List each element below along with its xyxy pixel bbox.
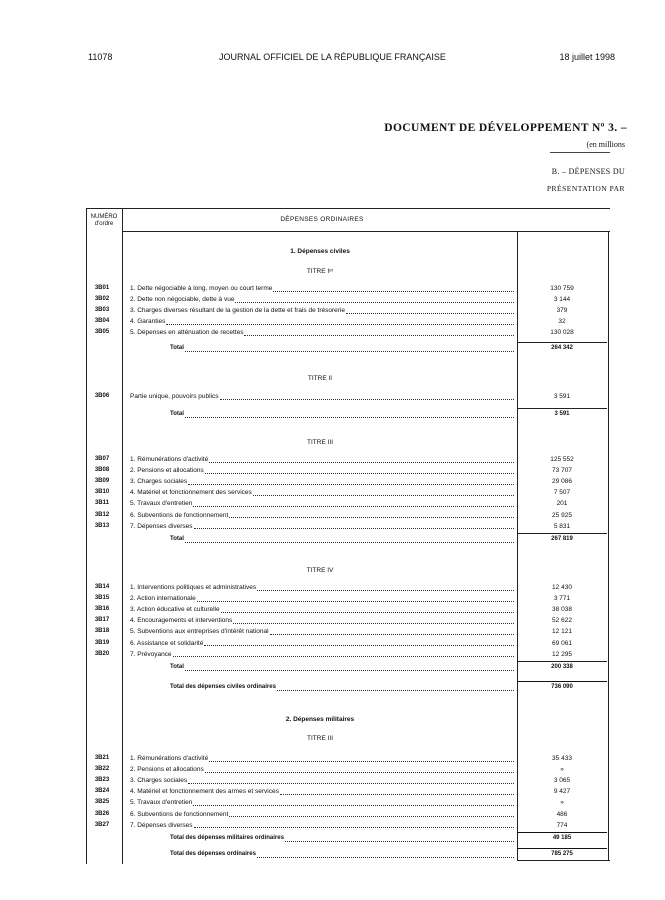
row-amount: 130 028 bbox=[550, 329, 574, 337]
leader-dots bbox=[193, 505, 514, 507]
row-label bbox=[130, 454, 516, 465]
total-amount: 267 819 bbox=[551, 536, 573, 542]
table-row bbox=[86, 498, 610, 509]
row-code: 3B17 bbox=[94, 617, 110, 624]
table-row bbox=[86, 487, 610, 498]
row-code: 3B07 bbox=[94, 456, 110, 462]
row-amount: » bbox=[560, 799, 564, 807]
leader-dots bbox=[253, 494, 514, 496]
total-row bbox=[86, 849, 610, 860]
row-amount: 32 bbox=[558, 318, 566, 326]
leader-dots bbox=[205, 472, 514, 474]
page-number: 11078 bbox=[88, 52, 113, 62]
leader-dots bbox=[204, 644, 514, 646]
leader-dots bbox=[185, 669, 514, 671]
section-heading: TITRE Iᵉʳ bbox=[306, 268, 334, 275]
row-label-text: 7. Dépenses diverses bbox=[130, 522, 193, 530]
table-row bbox=[86, 615, 610, 626]
row-label-text: 1. Interventions politiques et administratives bbox=[130, 584, 257, 591]
row-code: 3B26 bbox=[94, 810, 110, 817]
row-amount: 3 771 bbox=[553, 595, 571, 603]
leader-dots bbox=[235, 301, 514, 303]
row-amount: 125 552 bbox=[550, 456, 574, 463]
row-label-text: Partie unique, pouvoirs publics bbox=[130, 393, 219, 400]
row-label bbox=[130, 283, 516, 294]
table-row bbox=[86, 454, 610, 465]
total-amount: 3 591 bbox=[554, 411, 570, 417]
leader-dots bbox=[193, 804, 514, 806]
row-code: 3B22 bbox=[94, 766, 110, 773]
total-row bbox=[86, 409, 610, 420]
total-row bbox=[86, 343, 610, 354]
table-row bbox=[86, 465, 610, 476]
table-top-border bbox=[86, 208, 610, 209]
total-label bbox=[170, 682, 516, 693]
row-label bbox=[130, 626, 516, 637]
total-label bbox=[170, 343, 516, 354]
leader-dots bbox=[270, 633, 514, 635]
section-heading: 1. Dépenses civiles bbox=[290, 248, 350, 255]
table-row bbox=[86, 510, 610, 521]
row-label-text: 3. Charges diverses résultant de la gestion de la dette et frais de trésorerie bbox=[130, 307, 345, 315]
row-code: 3B27 bbox=[94, 821, 110, 828]
total-label bbox=[170, 534, 516, 545]
leader-dots bbox=[205, 771, 514, 773]
row-label bbox=[130, 465, 516, 476]
total-amount: 264 342 bbox=[551, 345, 573, 351]
section-subtitle: PRÉSENTATION PAR bbox=[546, 184, 625, 193]
leader-dots bbox=[285, 840, 514, 842]
row-amount: » bbox=[560, 766, 564, 774]
row-code: 3B10 bbox=[94, 489, 110, 496]
row-label bbox=[130, 391, 516, 402]
row-label bbox=[130, 775, 516, 786]
row-label bbox=[130, 521, 516, 532]
table-row bbox=[86, 649, 610, 660]
leader-dots bbox=[257, 856, 514, 858]
row-code: 3B19 bbox=[94, 639, 110, 646]
leader-dots bbox=[229, 516, 514, 518]
row-amount: 130 759 bbox=[550, 285, 574, 292]
table-row bbox=[86, 521, 610, 532]
row-code: 3B05 bbox=[94, 329, 110, 336]
row-label-text: 5. Dépenses en atténuation de recettes bbox=[130, 329, 244, 337]
row-code: 3B03 bbox=[94, 307, 110, 314]
table-row bbox=[86, 305, 610, 316]
row-code: 3B24 bbox=[94, 788, 110, 795]
total-label bbox=[170, 662, 516, 673]
document-title: DOCUMENT DE DÉVELOPPEMENT Nº 3. – bbox=[384, 122, 627, 134]
journal-title: JOURNAL OFFICIEL DE LA RÉPUBLIQUE FRANÇAISE bbox=[219, 52, 446, 62]
total-label-text: Total bbox=[170, 664, 184, 670]
row-amount: 52 622 bbox=[552, 617, 572, 625]
section-heading: 2. Dépenses militaires bbox=[285, 716, 355, 723]
row-label bbox=[130, 764, 516, 775]
leader-dots bbox=[277, 689, 514, 691]
row-label bbox=[130, 604, 516, 615]
leader-dots bbox=[209, 461, 514, 463]
row-label bbox=[130, 487, 516, 498]
row-amount: 3 591 bbox=[553, 393, 571, 400]
row-label-text: 3. Charges sociales bbox=[130, 478, 188, 486]
row-code: 3B25 bbox=[94, 799, 110, 806]
row-amount: 35 433 bbox=[552, 755, 572, 762]
table-row bbox=[86, 476, 610, 487]
section-heading: TITRE II bbox=[307, 375, 333, 382]
row-label-text: 1. Rémunérations d'activité bbox=[130, 456, 209, 463]
row-amount: 774 bbox=[556, 821, 568, 829]
row-label-text: 2. Action internationale bbox=[130, 595, 196, 603]
table-row bbox=[86, 626, 610, 637]
total-label bbox=[170, 409, 516, 420]
row-label-text: 4. Encouragements et interventions bbox=[130, 617, 233, 625]
row-label-text: 2. Pensions et allocations bbox=[130, 467, 204, 475]
total-label-text: Total bbox=[170, 411, 184, 417]
total-label-text: Total des dépenses militaires ordinaires bbox=[170, 835, 284, 841]
row-amount: 69 061 bbox=[552, 639, 572, 647]
leader-dots bbox=[229, 815, 514, 817]
row-label bbox=[130, 476, 516, 487]
row-code: 3B11 bbox=[94, 500, 109, 507]
section-heading: TITRE III bbox=[307, 735, 333, 742]
row-code: 3B13 bbox=[94, 522, 110, 529]
row-code: 3B01 bbox=[94, 285, 110, 291]
section-heading: TITRE III bbox=[307, 439, 333, 446]
leader-dots bbox=[233, 622, 514, 624]
table-row bbox=[86, 316, 610, 327]
row-code: 3B18 bbox=[94, 628, 110, 635]
row-label-text: 1. Rémunérations d'activité bbox=[130, 755, 209, 762]
leader-dots bbox=[166, 323, 514, 325]
total-label-text: Total bbox=[170, 536, 184, 542]
row-code: 3B09 bbox=[94, 478, 110, 485]
total-row bbox=[86, 682, 610, 693]
row-label bbox=[130, 582, 516, 593]
row-code: 3B04 bbox=[94, 318, 110, 325]
leader-dots bbox=[173, 655, 514, 657]
row-label-text: 7. Prévoyance bbox=[130, 650, 172, 658]
row-code: 3B14 bbox=[94, 584, 110, 590]
row-label-text: 2. Pensions et allocations bbox=[130, 766, 204, 774]
leader-dots bbox=[273, 290, 514, 292]
column-header-numero: NUMÉRO d'ordre bbox=[90, 214, 118, 227]
total-label bbox=[170, 833, 516, 844]
total-amount: 785 275 bbox=[551, 851, 573, 857]
row-amount: 38 038 bbox=[552, 606, 572, 614]
leader-dots bbox=[346, 312, 514, 314]
row-amount: 12 295 bbox=[552, 650, 572, 658]
row-label-text: 3. Charges sociales bbox=[130, 777, 188, 785]
table-row bbox=[86, 327, 610, 338]
row-label bbox=[130, 797, 516, 808]
row-label-text: 7. Dépenses diverses bbox=[130, 821, 193, 829]
row-amount: 7 507 bbox=[553, 489, 571, 497]
row-label bbox=[130, 820, 516, 831]
row-amount: 12 430 bbox=[552, 584, 572, 591]
row-label bbox=[130, 638, 516, 649]
document-subtitle: (en millions bbox=[586, 140, 625, 149]
row-amount: 201 bbox=[556, 500, 568, 508]
row-code: 3B12 bbox=[94, 511, 110, 518]
table-row bbox=[86, 764, 610, 775]
total-label-text: Total bbox=[170, 345, 184, 351]
leader-dots bbox=[244, 334, 514, 336]
page-date: 18 juillet 1998 bbox=[559, 52, 615, 62]
leader-dots bbox=[197, 600, 514, 602]
row-label-text: 4. Garanties bbox=[130, 318, 166, 326]
row-label bbox=[130, 649, 516, 660]
leader-dots bbox=[194, 527, 514, 529]
total-amount: 200 338 bbox=[551, 664, 573, 670]
row-amount: 9 427 bbox=[553, 788, 571, 796]
row-amount: 25 925 bbox=[552, 511, 572, 519]
table-row bbox=[86, 775, 610, 786]
table-row bbox=[86, 283, 610, 294]
row-label-text: 3. Action éducative et culturelle bbox=[130, 606, 220, 614]
row-label-text: 5. Travaux d'entretien bbox=[130, 799, 193, 807]
row-code: 3B15 bbox=[94, 595, 110, 602]
leader-dots bbox=[188, 483, 514, 485]
row-label bbox=[130, 786, 516, 797]
table-row bbox=[86, 820, 610, 831]
row-amount: 486 bbox=[556, 810, 568, 818]
row-label-text: 6. Assistance et solidarité bbox=[130, 639, 204, 647]
row-label bbox=[130, 498, 516, 509]
row-label bbox=[130, 327, 516, 338]
row-amount: 3 065 bbox=[553, 777, 571, 785]
row-label-text: 5. Subventions aux entreprises d'intérêt national bbox=[130, 628, 269, 636]
row-code: 3B16 bbox=[94, 606, 110, 613]
row-code: 3B23 bbox=[94, 777, 110, 784]
row-code: 3B20 bbox=[94, 650, 110, 657]
row-amount: 3 144 bbox=[553, 296, 571, 304]
total-row bbox=[86, 833, 610, 844]
row-amount: 12 121 bbox=[552, 628, 572, 636]
leader-dots bbox=[209, 760, 514, 762]
leader-dots bbox=[185, 350, 514, 352]
row-amount: 73 707 bbox=[552, 467, 572, 475]
leader-dots bbox=[185, 541, 514, 543]
leader-dots bbox=[194, 826, 514, 828]
row-label-text: 2. Dette non négociable, dette à vue bbox=[130, 296, 235, 304]
row-amount: 5 831 bbox=[553, 522, 571, 530]
row-code: 3B21 bbox=[94, 755, 110, 761]
row-label bbox=[130, 294, 516, 305]
row-label bbox=[130, 615, 516, 626]
table-row bbox=[86, 582, 610, 593]
row-amount: 379 bbox=[556, 307, 568, 315]
total-label-text: Total des dépenses civiles ordinaires bbox=[170, 684, 276, 690]
table-row bbox=[86, 391, 610, 402]
leader-dots bbox=[221, 611, 514, 613]
row-label-text: 5. Travaux d'entretien bbox=[130, 500, 193, 508]
row-label bbox=[130, 305, 516, 316]
leader-dots bbox=[220, 398, 514, 400]
row-label-text: 6. Subventions de fonctionnement bbox=[130, 810, 229, 818]
total-label bbox=[170, 849, 516, 860]
table-row bbox=[86, 593, 610, 604]
row-label bbox=[130, 316, 516, 327]
row-code: 3B02 bbox=[94, 296, 110, 303]
row-code: 3B06 bbox=[94, 393, 110, 399]
leader-dots bbox=[257, 589, 514, 591]
bottom-rule bbox=[517, 860, 610, 861]
row-label bbox=[130, 510, 516, 521]
leader-dots bbox=[185, 416, 514, 418]
row-label bbox=[130, 809, 516, 820]
total-row bbox=[86, 662, 610, 673]
table-row bbox=[86, 753, 610, 764]
section-heading: TITRE IV bbox=[306, 567, 334, 574]
total-amount: 736 090 bbox=[551, 684, 573, 690]
leader-dots bbox=[188, 782, 514, 784]
table-row bbox=[86, 294, 610, 305]
row-code: 3B08 bbox=[94, 467, 110, 474]
table-row bbox=[86, 797, 610, 808]
row-label bbox=[130, 593, 516, 604]
total-row bbox=[86, 534, 610, 545]
row-label-text: 4. Matériel et fonctionnement des armes et services bbox=[130, 788, 279, 796]
expenditure-table bbox=[86, 208, 616, 872]
row-label bbox=[130, 753, 516, 764]
table-row bbox=[86, 786, 610, 797]
row-label-text: 4. Matériel et fonctionnement des services bbox=[130, 489, 252, 497]
total-amount: 49 185 bbox=[552, 835, 572, 841]
row-label-text: 6. Subventions de fonctionnement bbox=[130, 511, 229, 519]
leader-dots bbox=[280, 793, 514, 795]
subtitle-rule bbox=[550, 152, 610, 153]
table-row bbox=[86, 638, 610, 649]
row-label-text: 1. Dette négociable à long, moyen ou court terme bbox=[130, 285, 273, 292]
row-amount: 29 086 bbox=[552, 478, 572, 486]
section-title: B. – DÉPENSES DU bbox=[551, 167, 625, 176]
column-header-depenses: DÉPENSES ORDINAIRES bbox=[280, 216, 364, 223]
total-label-text: Total des dépenses ordinaires bbox=[170, 851, 256, 857]
table-row bbox=[86, 809, 610, 820]
table-row bbox=[86, 604, 610, 615]
